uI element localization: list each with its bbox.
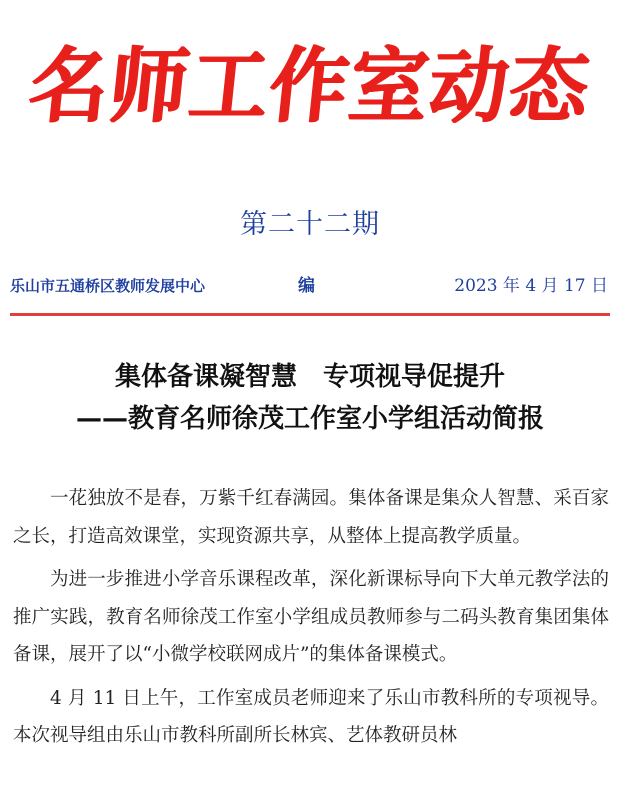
publication-info-row xyxy=(10,272,608,300)
article-paragraph: 4 月 11 日上午，工作室成员老师迎来了乐山市教科所的专项视导。本次视导组由乐山市教科所副所长林宾、艺体教研员林 xyxy=(13,687,609,746)
editor-label: 编 xyxy=(298,276,315,296)
masthead-title: 名师工作室动态 xyxy=(25,39,596,135)
article-subtitle: ——教育名师徐茂工作室小学组活动简报 xyxy=(75,404,544,434)
article-body xyxy=(13,480,609,761)
article-paragraph: 一花独放不是春，万紫千红春满园。集体备课是集众人智慧、采百家之长，打造高效课堂，实现资源共享，从整体上提高教学质量。 xyxy=(13,488,609,547)
article-title: 集体备课凝智慧 专项视导促提升 xyxy=(114,362,505,392)
publish-date: 2023 年 4 月 17 日 xyxy=(454,276,608,296)
article-paragraph: 为进一步推进小学音乐课程改革，深化新课标导向下大单元教学法的推广实践，教育名师徐茂工作室小学组成员教师参与二码头教育集团集体备课，展开了以“小微学校联网成片”的集体备课模式。 xyxy=(13,569,609,665)
header-divider xyxy=(10,313,610,316)
issue-number: 第二十二期 xyxy=(240,209,380,240)
publisher-name: 乐山市五通桥区教师发展中心 xyxy=(10,277,206,295)
